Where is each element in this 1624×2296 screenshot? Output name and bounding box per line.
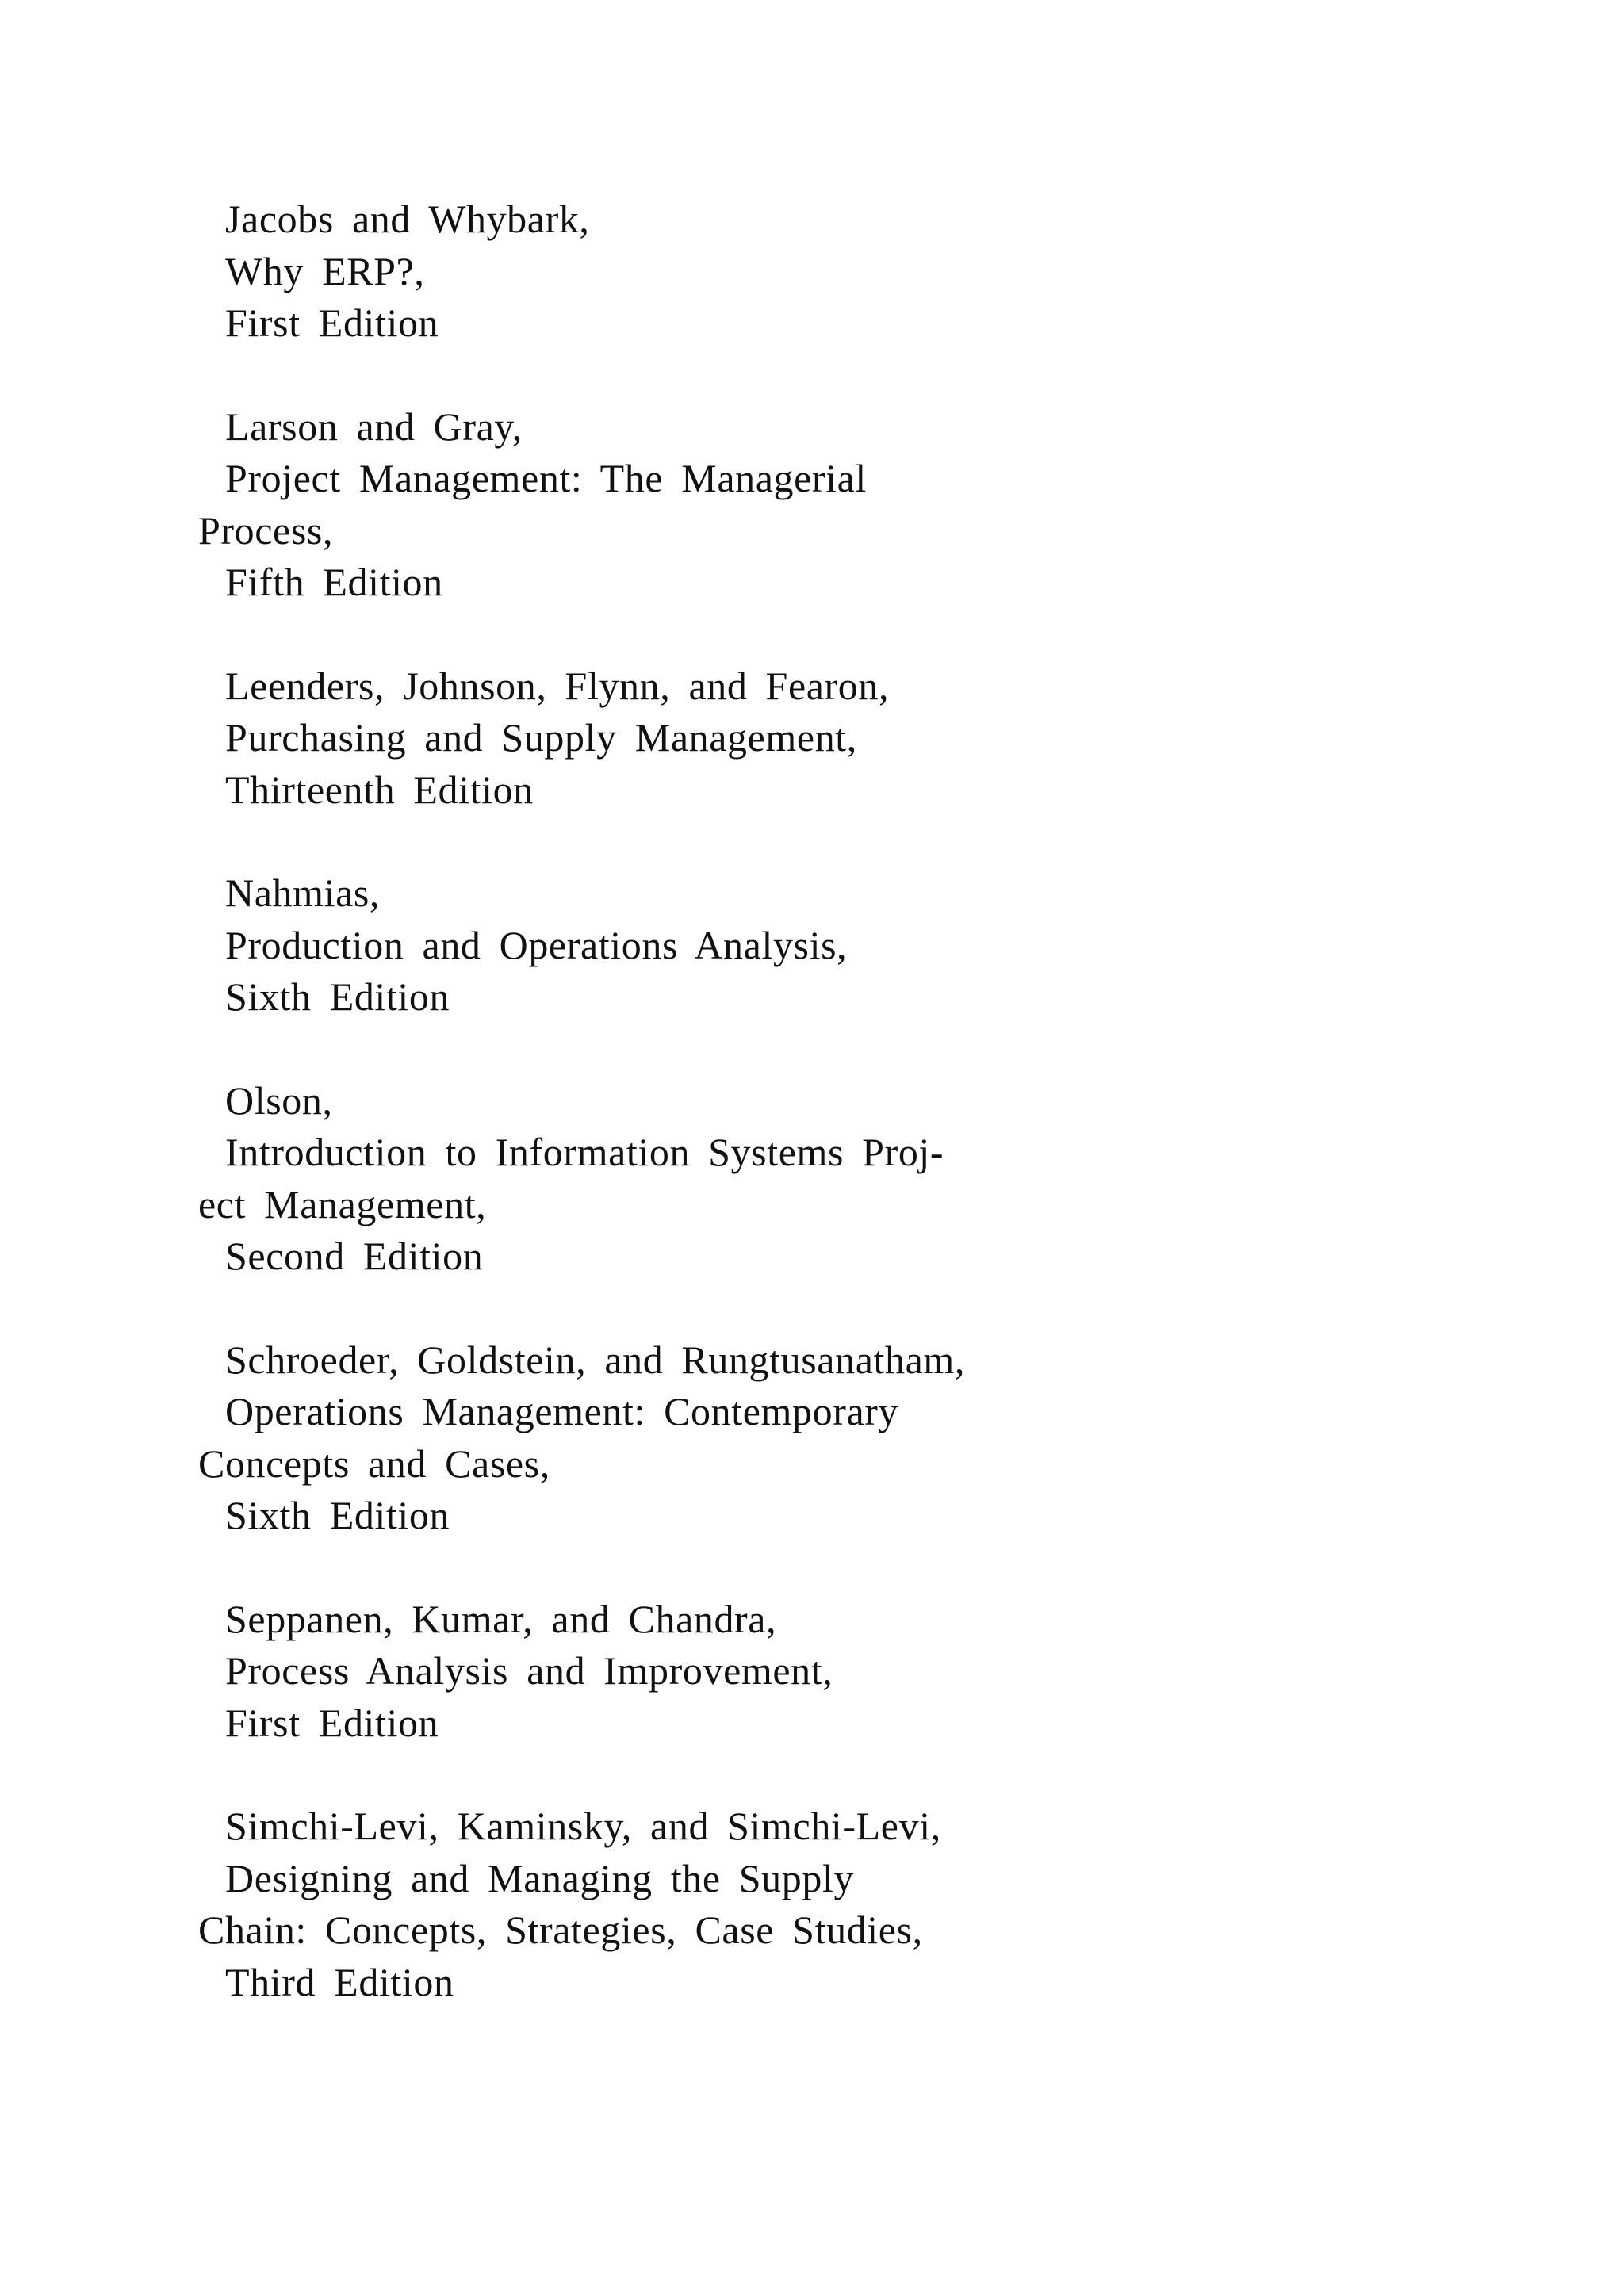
- entry-title-line: Designing and Managing the Supply: [225, 1855, 855, 1900]
- entry-title-line: Project Management: The Managerial: [225, 456, 867, 500]
- bibliography-entry: [198, 1075, 1467, 1283]
- entry-authors: Seppanen, Kumar, and Chandra,: [225, 1596, 777, 1641]
- bibliography-entry: [198, 193, 1467, 350]
- entry-edition: Sixth Edition: [225, 1493, 450, 1537]
- entry-edition: Third Edition: [225, 1959, 454, 2004]
- bibliography-entry: [198, 1334, 1467, 1542]
- entry-title-line: Process,: [198, 507, 334, 553]
- entry-authors: Simchi-Levi, Kaminsky, and Simchi-Levi,: [225, 1804, 941, 1848]
- entry-authors: Larson and Gray,: [225, 404, 523, 449]
- entry-authors: Nahmias,: [225, 871, 381, 915]
- bibliography-entry: [198, 1594, 1467, 1750]
- entry-title-line: Why ERP?,: [225, 248, 425, 293]
- entry-title-line: Production and Operations Analysis,: [225, 922, 848, 967]
- entry-title-line: Introduction to Information Systems Proj-: [225, 1130, 944, 1174]
- entry-edition: Thirteenth Edition: [225, 767, 534, 812]
- entry-authors: Schroeder, Goldstein, and Rungtusanatham,: [225, 1337, 965, 1382]
- bibliography-entry: [198, 867, 1467, 1024]
- entry-edition: Second Edition: [225, 1234, 484, 1278]
- entry-title-line: Chain: Concepts, Strategies, Case Studies,: [198, 1908, 923, 1952]
- entry-edition: Sixth Edition: [225, 974, 450, 1019]
- entry-title-line: Operations Management: Contemporary: [225, 1389, 899, 1433]
- entry-title-line: Concepts and Cases,: [198, 1441, 550, 1486]
- bibliography-entry: [198, 1800, 1467, 2008]
- bibliography-entry: [198, 660, 1467, 817]
- entry-title-line: Process Analysis and Improvement,: [225, 1648, 833, 1693]
- bibliography-list: [198, 193, 1467, 2060]
- entry-edition: First Edition: [225, 1700, 439, 1745]
- entry-edition: Fifth Edition: [225, 560, 443, 604]
- entry-authors: Olson,: [225, 1077, 333, 1123]
- entry-title-line: Purchasing and Supply Management,: [225, 715, 857, 760]
- entry-authors: Leenders, Johnson, Flynn, and Fearon,: [225, 663, 890, 708]
- entry-title-line: ect Management,: [198, 1181, 487, 1226]
- bibliography-entry: [198, 401, 1467, 609]
- entry-authors: Jacobs and Whybark,: [225, 197, 590, 241]
- entry-edition: First Edition: [225, 300, 439, 345]
